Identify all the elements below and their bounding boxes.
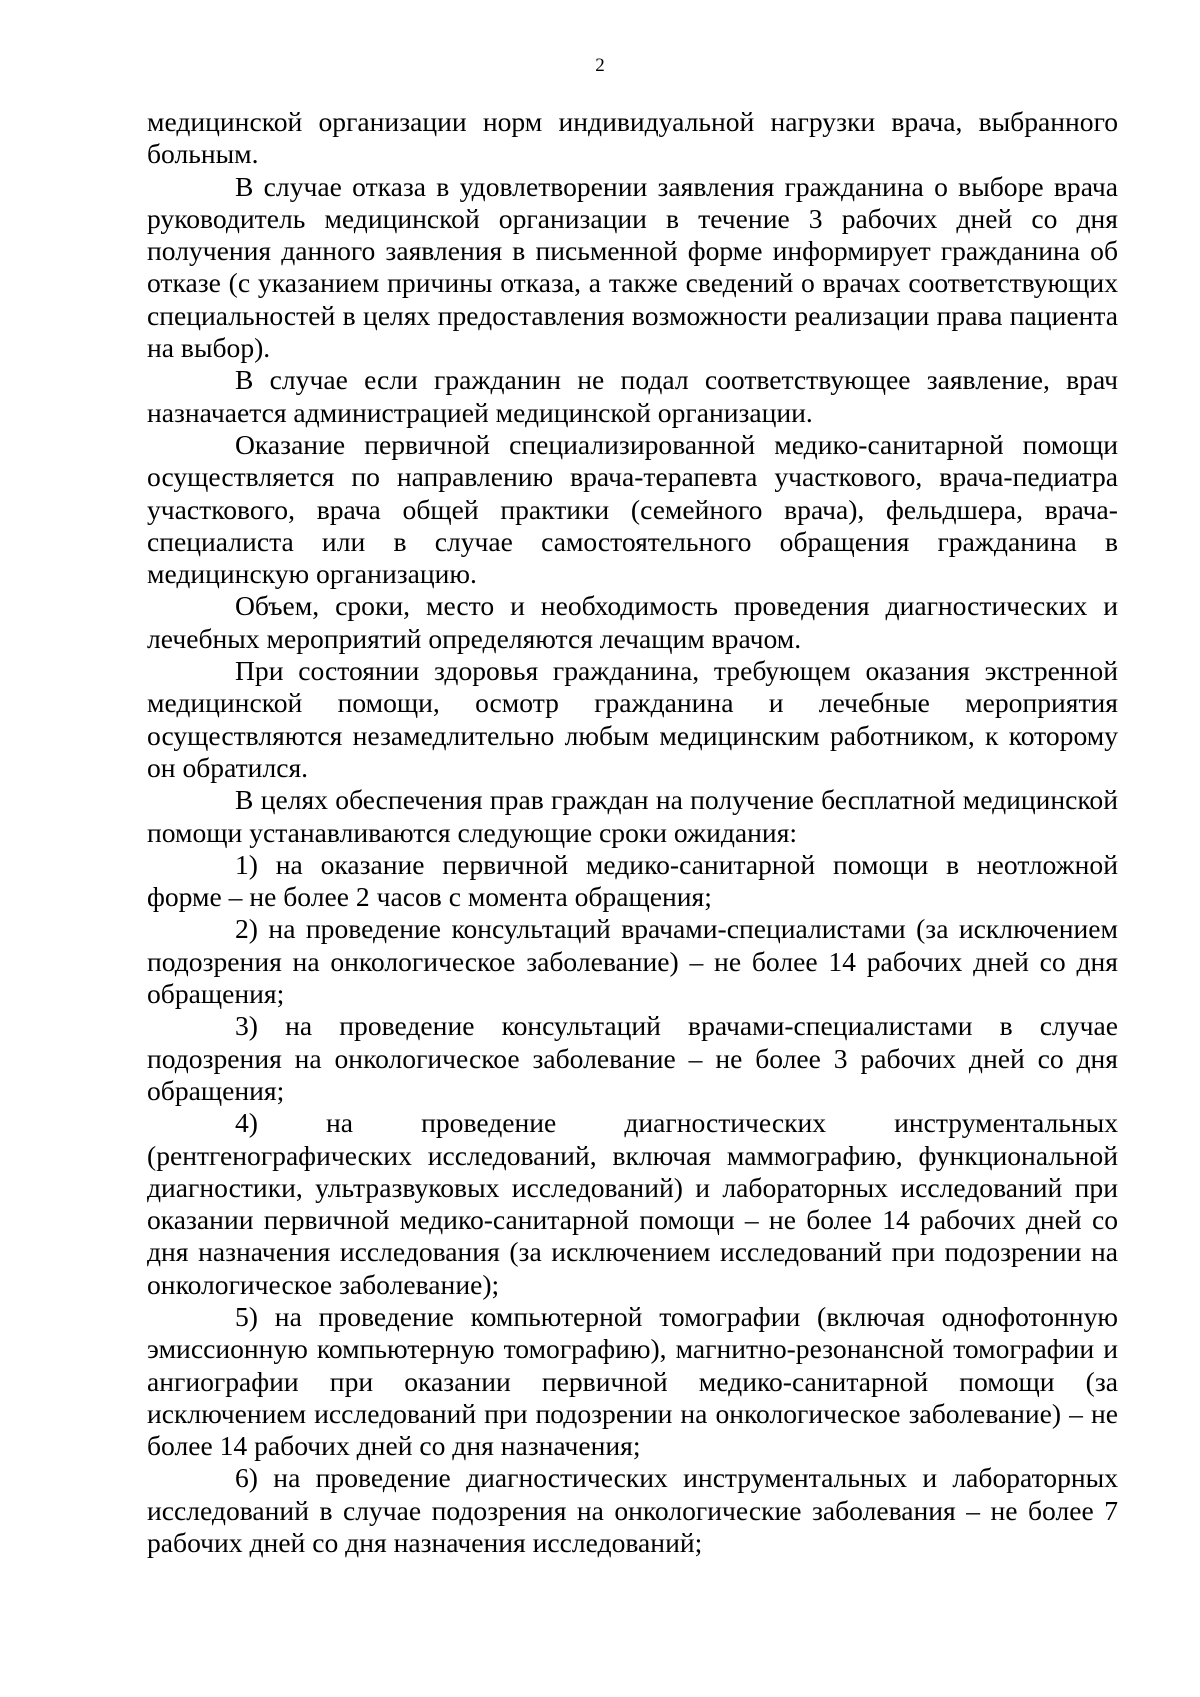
document-body (147, 106, 1118, 1559)
list-item-3: 3) на проведение консультаций врачами-специалистами в случае подозрения на онкологическое заболевание – не более 3 рабочих дней со дня обращения; (147, 1010, 1118, 1106)
paragraph-doctor-assignment: В случае если гражданин не подал соответствующее заявление, врач назначается администрацией медицинской организации. (147, 364, 1118, 428)
paragraph-diagnostic-measures: Объем, сроки, место и необходимость проведения диагностических и лечебных мероприятий определяются лечащим врачом. (147, 590, 1118, 654)
paragraph-emergency-care: При состоянии здоровья гражданина, требующем оказания экстренной медицинской помощи, осмотр гражданина и лечебные мероприятия осуществляются незамедлительно любым медицинским работником, к которому он обратился. (147, 655, 1118, 783)
page-number: 2 (595, 55, 605, 76)
list-item-6: 6) на проведение диагностических инструментальных и лабораторных исследований в случае подозрения на онкологические заболевания – не более 7 рабочих дней со дня назначения исследований; (147, 1462, 1118, 1559)
list-item-2: 2) на проведение консультаций врачами-специалистами (за исключением подозрения на онкологическое заболевание) – не более 14 рабочих дней со дня обращения; (147, 913, 1118, 1010)
list-item-4: 4) на проведение диагностических инструментальных (рентгенографических исследований, включая маммографию, функциональной диагностики, ультразвуковых исследований) и лабораторных исследований при оказании первичной медико-санитарной помощи – не более 14 рабочих дней со дня назначения исследования (за исключением исследований при подозрении на онкологическое заболевание); (147, 1107, 1118, 1300)
paragraph-continuation: медицинской организации норм индивидуальной нагрузки врача, выбранного больным. (147, 106, 1118, 170)
list-item-1: 1) на оказание первичной медико-санитарной помощи в неотложной форме – не более 2 часов с момента обращения; (147, 848, 1118, 913)
paragraph-refusal-of-doctor-choice: В случае отказа в удовлетворении заявления гражданина о выборе врача руководитель медицинской организации в течение 3 рабочих дней со дня получения данного заявления в письменной форме информирует гражданина об отказе (с указанием причины отказа, а также сведений о врачах соответствующих специальностей в целях предоставления возможности реализации права пациента на выбор). (147, 170, 1118, 364)
list-item-5: 5) на проведение компьютерной томографии (включая однофотонную эмиссионную компьютерную томографию), магнитно-резонансной томографии и ангиографии при оказании первичной медико-санитарной помощи (за исключением исследований при подозрении на онкологическое заболевание) – не более 14 рабочих дней со дня назначения; (147, 1300, 1118, 1462)
paragraph-specialized-care-referral: Оказание первичной специализированной медико-санитарной помощи осуществляется по направлению врача-терапевта участкового, врача-педиатра участкового, врача общей практики (семейного врача), фельдшера, врача-специалиста или в случае самостоятельного обращения гражданина в медицинскую организацию. (147, 428, 1118, 590)
paragraph-waiting-times-intro: В целях обеспечения прав граждан на получение бесплатной медицинской помощи устанавливаются следующие сроки ожидания: (147, 784, 1118, 848)
